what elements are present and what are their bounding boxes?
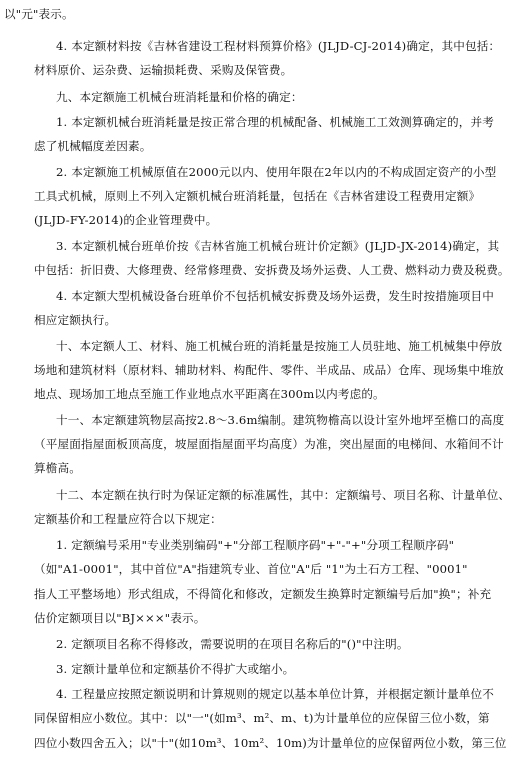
text-line: 3. 本定额机械台班单价按《吉林省施工机械台班计价定额》(JLJD-JX-2014)确定，其 bbox=[56, 239, 500, 253]
text-line: 虑了机械幅度差因素。 bbox=[34, 139, 152, 153]
text-line: 以"元"表示。 bbox=[4, 7, 74, 21]
text-line: 同保留相应小数位。其中：以"一"(如m³、m²、m、t)为计量单位的应保留三位小数，第 bbox=[34, 711, 490, 725]
text-line: 4. 本定额材料按《吉林省建设工程材料预算价格》(JLJD-CJ-2014)确定，其中包括： bbox=[56, 39, 501, 53]
text-line: 算檐高。 bbox=[34, 461, 81, 475]
text-line: 1. 本定额机械台班消耗量是按正常合理的机械配备、机械施工工效测算确定的，并考 bbox=[56, 115, 494, 129]
text-line: 估价定额项目以"BJ×××"表示。 bbox=[34, 611, 206, 625]
text-line: 3. 定额计量单位和定额基价不得扩大或缩小。 bbox=[56, 662, 295, 676]
text-line: （如"A1-0001"，其中首位"A"指建筑专业、首位"A"后 "1"为土石方工程、"0001" bbox=[34, 562, 468, 576]
text-line: 地点、现场加工地点至施工作业地点水平距离在300m以内考虑的。 bbox=[34, 387, 385, 401]
text-line: 2. 本定额施工机械原值在2000元以内、使用年限在2年以内的不构成固定资产的小型 bbox=[56, 165, 497, 179]
text-line: 十一、本定额建筑物层高按2.8～3.6m编制。建筑物檐高以设计室外地坪至檐口的高度 bbox=[56, 413, 505, 427]
text-line: 相应定额执行。 bbox=[34, 313, 117, 327]
text-line: 十二、本定额在执行时为保证定额的标准属性，其中：定额编号、项目名称、计量单位、 bbox=[56, 488, 511, 502]
text-line: 4. 本定额大型机械设备台班单价不包括机械安拆费及场外运费，发生时按措施项目中 bbox=[56, 289, 494, 303]
text-line: 中包括：折旧费、大修理费、经常修理费、安拆费及场外运费、人工费、燃料动力费及税费。 bbox=[34, 263, 510, 277]
text-line: 定额基价和工程量应符合以下规定： bbox=[34, 512, 222, 526]
text-line: 4. 工程量应按照定额说明和计算规则的规定以基本单位计算，并根据定额计量单位不 bbox=[56, 687, 494, 701]
text-line: 2. 定额项目名称不得修改，需要说明的在项目名称后的"()"中注明。 bbox=[56, 637, 409, 651]
text-line: 四位小数四舍五入；以"十"(如10m³、10m²、10m)为计量单位的应保留两位小数，第三位 bbox=[34, 736, 507, 750]
text-line: 九、本定额施工机械台班消耗量和价格的确定： bbox=[56, 90, 303, 104]
text-line: 工具式机械，原则上不列入定额机械台班消耗量，包括在《吉林省建设工程费用定额》 bbox=[34, 189, 481, 203]
text-line: 十、本定额人工、材料、施工机械台班的消耗量是按施工人员驻地、施工机械集中停放 bbox=[56, 339, 503, 353]
text-line: （平屋面指屋面板顶高度，坡屋面指屋面平均高度）为准，突出屋面的电梯间、水箱间不计 bbox=[34, 437, 504, 451]
text-line: (JLJD-FY-2014)的企业管理费中。 bbox=[34, 213, 218, 227]
text-line: 指人工平整场地）形式组成，不得简化和修改，定额发生换算时定额编号后加"换"；补充 bbox=[34, 587, 492, 601]
text-line: 材料原价、运杂费、运输损耗费、采购及保管费。 bbox=[34, 63, 293, 77]
text-line: 场地和建筑材料（原材料、辅助材料、构配件、零件、半成品、成品）仓库、现场集中堆放 bbox=[34, 363, 504, 377]
text-line: 1. 定额编号采用"专业类别编码"+"分部工程顺序码"+"-"+"分项工程顺序码" bbox=[56, 538, 455, 552]
